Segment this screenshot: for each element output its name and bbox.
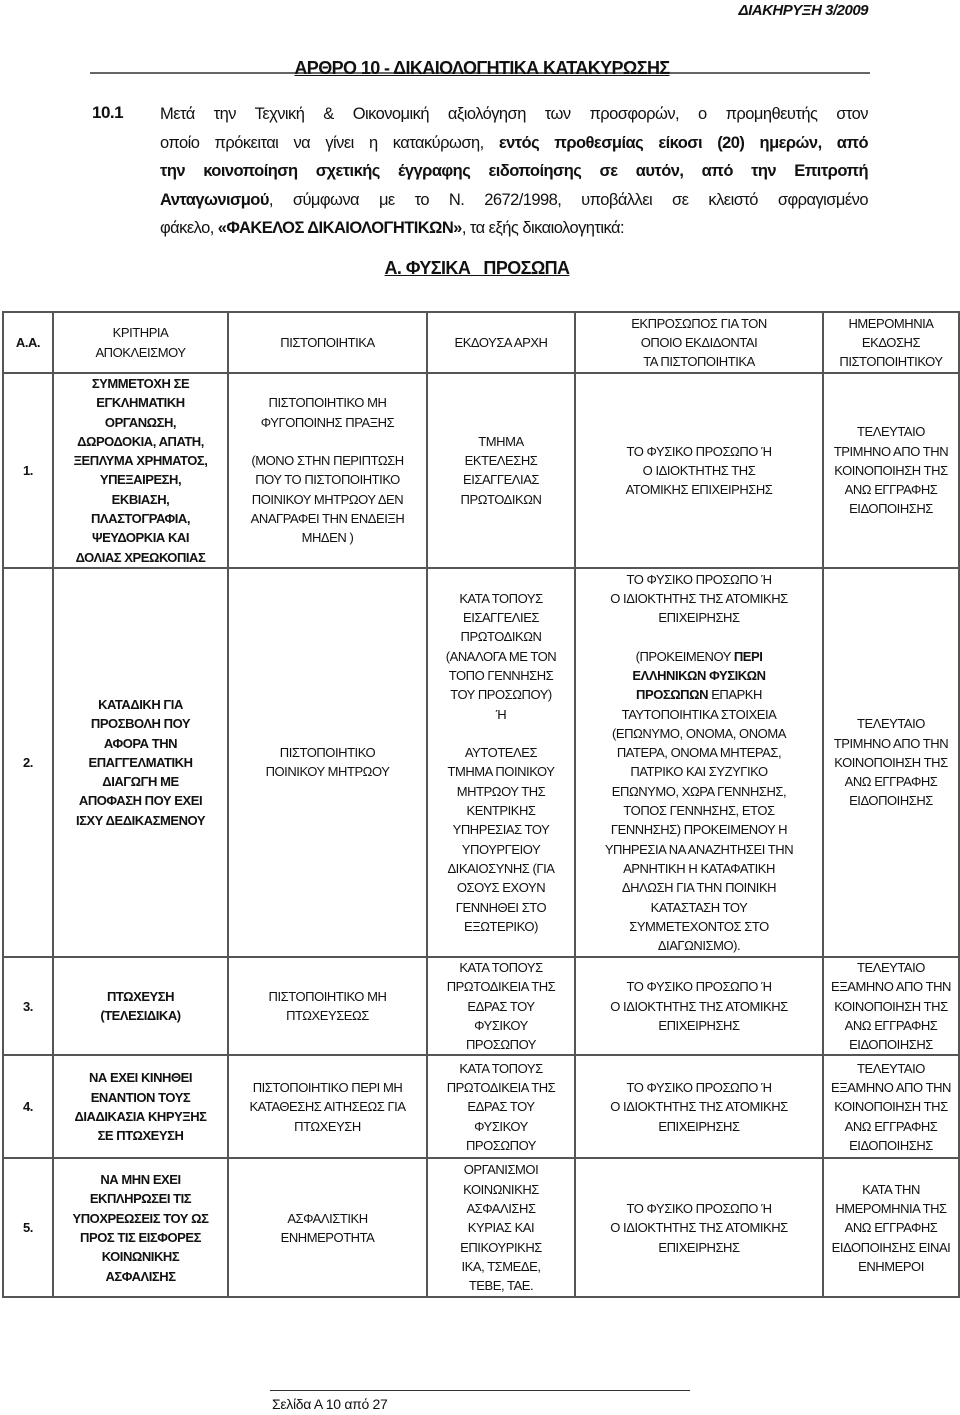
paragraph-segment: , σύμφωνα με το Ν. 2672/1998, υποβάλλει σε κλειστό σφραγισμένο (268, 190, 868, 209)
authority-cell: ΚΑΤΑ ΤΟΠΟΥΣ ΠΡΩΤΟΔΙΚΕΙΑ ΤΗΣ ΕΔΡΑΣ ΤΟΥ ΦΥΣΙΚΟΥ ΠΡΟΣΩΠΟΥ (427, 957, 575, 1055)
representative-segment: ΤΟ ΦΥΣΙΚΟ ΠΡΟΣΩΠΟ Ή Ο ΙΔΙΟΚΤΗΤΗΣ ΤΗΣ ΑΤΟΜΙΚΗΣ ΕΠΙΧΕΙΡΗΣΗΣ (610, 1201, 788, 1255)
representative-segment: ΕΠΑΡΚΗ ΤΑΥΤΟΠΟΙΗΤΙΚΑ ΣΤΟΙΧΕΙΑ (ΕΠΩΝΥΜΟ, ΟΝΟΜΑ, ΟΝΟΜΑ ΠΑΤΕΡΑ, ΟΝΟΜΑ ΜΗΤΕΡΑΣ, ΠΑΤΡΙΚΟ ΚΑΙ ΣΥΖΥΓΙΚΟ ΕΠΩΝΥΜΟ, ΧΩΡΑ ΓΕΝΝΗΣΗΣ, ΤΟΠΟΣ ΓΕΝΝΗΣΗΣ, ΕΤΟΣ ΓΕΝΝΗΣΗΣ) ΠΡΟΚΕΙΜΕΝΟΥ Η ΥΠΗΡΕΣΙΑ ΝΑ ΑΝΑΖΗΤΗΣΕΙ ΤΗΝ ΑΡΝΗΤΙΚΗ Η ΚΑΤΑΦΑΤΙΚΗ ΔΗΛΩΣΗ ΓΙΑ ΤΗΝ ΠΟΙΝΙΚΗ ΚΑΤΑΣΤΑΣΗ ΤΟΥ ΣΥΜΜΕΤΕΧΟΝΤΟΣ ΣΤΟ ΔΙΑΓΩΝΙΣΜΟ). (604, 687, 794, 954)
row-number: 4. (3, 1055, 53, 1158)
table-row (3, 1055, 959, 1158)
representative-cell (575, 1158, 823, 1297)
representative-cell (575, 957, 823, 1055)
header-representative: ΕΚΠΡΟΣΩΠΟΣ ΓΙΑ ΤΟΝ ΟΠΟΙΟ ΕΚΔΙΔΟΝΤΑΙ ΤΑ ΠΙΣΤΟΠΟΙΗΤΙΚΑ (575, 312, 823, 373)
representative-cell (575, 568, 823, 957)
certificates-cell: ΠΙΣΤΟΠΟΙΗΤΙΚΟ ΜΗ ΠΤΩΧΕΥΣΕΩΣ (228, 957, 427, 1055)
paragraph-segment: φάκελο, (160, 219, 218, 238)
section-title (0, 258, 960, 279)
criteria-cell: ΣΥΜΜΕΤΟΧΗ ΣΕ ΕΓΚΛΗΜΑΤΙΚΗ ΟΡΓΑΝΩΣΗ, ΔΩΡΟΔΟΚΙΑ, ΑΠΑΤΗ, ΞΕΠΛΥΜΑ ΧΡΗΜΑΤΟΣ, ΥΠΕΞΑΙΡΕΣΗ, ΕΚΒΙΑΣΗ, ΠΛΑΣΤΟΓΡΑΦΙΑ, ΨΕΥΔΟΡΚΙΑ ΚΑΙ ΔΟΛΙΑΣ ΧΡΕΩΚΟΠΙΑΣ (53, 373, 228, 568)
issue-date-cell: ΚΑΤΑ ΤΗΝ ΗΜΕΡΟΜΗΝΙΑ ΤΗΣ ΑΝΩ ΕΓΓΡΑΦΗΣ ΕΙΔΟΠΟΙΗΣΗΣ ΕΙΝΑΙ ΕΝΗΜΕΡΟΙ (823, 1158, 959, 1297)
paragraph-segment: Μετά την Τεχνική & Οικονομική αξιολόγηση των προσφορών, ο προμηθευτής στον (160, 105, 868, 123)
representative-segment: ΤΟ ΦΥΣΙΚΟ ΠΡΟΣΩΠΟ Ή Ο ΙΔΙΟΚΤΗΤΗΣ ΤΗΣ ΑΤΟΜΙΚΗΣ ΕΠΙΧΕΙΡΗΣΗΣ (610, 1080, 788, 1134)
issue-date-cell: ΤΕΛΕΥΤΑΙΟ ΤΡΙΜΗΝΟ ΑΠΟ ΤΗΝ ΚΟΙΝΟΠΟΙΗΣΗ ΤΗΣ ΑΝΩ ΕΓΓΡΑΦΗΣ ΕΙΔΟΠΟΙΗΣΗΣ (823, 373, 959, 568)
representative-cell (575, 373, 823, 568)
issue-date-cell: ΤΕΛΕΥΤΑΙΟ ΕΞΑΜΗΝΟ ΑΠΟ ΤΗΝ ΚΟΙΝΟΠΟΙΗΣΗ ΤΗΣ ΑΝΩ ΕΓΓΡΑΦΗΣ ΕΙΔΟΠΟΙΗΣΗΣ (823, 1055, 959, 1158)
certificates-cell: ΠΙΣΤΟΠΟΙΗΤΙΚΟ ΜΗ ΦΥΓΟΠΟΙΝΗΣ ΠΡΑΞΗΣ (ΜΟΝΟ ΣΤΗΝ ΠΕΡΙΠΤΩΣΗ ΠΟΥ ΤΟ ΠΙΣΤΟΠΟΙΗΤΙΚΟ ΠΟΙΝΙΚΟΥ ΜΗΤΡΩΟΥ ΔΕΝ ΑΝΑΓΡΑΦΕΙ ΤΗΝ ΕΝΔΕΙΞΗ ΜΗΔΕΝ ) (228, 373, 427, 568)
article-title-text: ΑΡΘΡΟ 10 - ΔΙΚΑΙΟΛΟΓΗΤΙΚΑ ΚΑΤΑΚΥΡΩΣΗΣ (294, 58, 670, 78)
criteria-cell: ΝΑ ΜΗΝ ΕΧΕΙ ΕΚΠΛΗΡΩΣΕΙ ΤΙΣ ΥΠΟΧΡΕΩΣΕΙΣ ΤΟΥ ΩΣ ΠΡΟΣ ΤΙΣ ΕΙΣΦΟΡΕΣ ΚΟΙΝΩΝΙΚΗΣ ΑΣΦΑΛΙΣΗΣ (53, 1158, 228, 1297)
table-header-row (3, 312, 959, 373)
paragraph-line (160, 102, 868, 131)
header-criteria: ΚΡΙΤΗΡΙΑ ΑΠΟΚΛΕΙΣΜΟΥ (53, 312, 228, 373)
article-title (0, 58, 960, 79)
paragraph-segment: εντός προθεσμίας είκοσι (20) ημερών, από (498, 133, 868, 152)
page-number: Σελίδα Α 10 από 27 (272, 1396, 388, 1412)
representative-cell (575, 1055, 823, 1158)
authority-cell: ΚΑΤΑ ΤΟΠΟΥΣ ΠΡΩΤΟΔΙΚΕΙΑ ΤΗΣ ΕΔΡΑΣ ΤΟΥ ΦΥΣΙΚΟΥ ΠΡΟΣΩΠΟΥ (427, 1055, 575, 1158)
paragraph-body (160, 102, 868, 245)
table-row (3, 568, 959, 957)
row-number: 1. (3, 373, 53, 568)
certificates-cell: ΑΣΦΑΛΙΣΤΙΚΗ ΕΝΗΜΕΡΟΤΗΤΑ (228, 1158, 427, 1297)
footer-divider (270, 1390, 690, 1391)
representative-segment: ΤΟ ΦΥΣΙΚΟ ΠΡΟΣΩΠΟ Ή Ο ΙΔΙΟΚΤΗΤΗΣ ΤΗΣ ΑΤΟΜΙΚΗΣ ΕΠΙΧΕΙΡΗΣΗΣ (ΠΡΟΚΕΙΜΕΝΟΥ (610, 571, 788, 664)
certificates-cell: ΠΙΣΤΟΠΟΙΗΤΙΚΟ ΠΟΙΝΙΚΟΥ ΜΗΤΡΩΟΥ (228, 568, 427, 957)
section-title-text: Α. ΦΥΣΙΚΑ ΠΡΟΣΩΠΑ (384, 258, 570, 278)
paragraph-line (160, 216, 868, 245)
paragraph-segment: Ανταγωνισμού (160, 190, 269, 209)
paragraph-line (160, 188, 868, 217)
header-certificates: ΠΙΣΤΟΠΟΙΗΤΙΚΑ (228, 312, 427, 373)
header-authority: ΕΚΔΟΥΣΑ ΑΡΧΗ (427, 312, 575, 373)
paragraph-segment: , τα εξής δικαιολογητικά: (461, 219, 625, 238)
paragraph-number: 10.1 (92, 103, 124, 122)
table-row (3, 957, 959, 1055)
header-aa: Α.Α. (3, 312, 53, 373)
document-reference: ΔΙΑΚΗΡΥΞΗ 3/2009 (738, 2, 868, 19)
documents-table (2, 311, 960, 1298)
representative-segment: ΤΟ ΦΥΣΙΚΟ ΠΡΟΣΩΠΟ Ή Ο ΙΔΙΟΚΤΗΤΗΣ ΤΗΣ ΑΤΟΜΙΚΗΣ ΕΠΙΧΕΙΡΗΣΗΣ (625, 443, 773, 498)
representative-segment: ΠΕΡΙ ΕΛΛΗΝΙΚΩΝ ΦΥΣΙΚΩΝ ΠΡΟΣΩΠΩΝ (632, 648, 766, 703)
authority-cell: ΤΜΗΜΑ ΕΚΤΕΛΕΣΗΣ ΕΙΣΑΓΓΕΛΙΑΣ ΠΡΩΤΟΔΙΚΩΝ (427, 373, 575, 568)
row-number: 3. (3, 957, 53, 1055)
criteria-cell: ΚΑΤΑΔΙΚΗ ΓΙΑ ΠΡΟΣΒΟΛΗ ΠΟΥ ΑΦΟΡΑ ΤΗΝ ΕΠΑΓΓΕΛΜΑΤΙΚΗ ΔΙΑΓΩΓΗ ΜΕ ΑΠΟΦΑΣΗ ΠΟΥ ΕΧΕΙ ΙΣΧΥ ΔΕΔΙΚΑΣΜΕΝΟΥ (53, 568, 228, 957)
authority-cell: ΚΑΤΑ ΤΟΠΟΥΣ ΕΙΣΑΓΓΕΛΙΕΣ ΠΡΩΤΟΔΙΚΩΝ (ΑΝΑΛΟΓΑ ΜΕ ΤΟΝ ΤΟΠΟ ΓΕΝΝΗΣΗΣ ΤΟΥ ΠΡΟΣΩΠΟΥ) Ή ΑΥΤΟΤΕΛΕΣ ΤΜΗΜΑ ΠΟΙΝΙΚΟΥ ΜΗΤΡΩΟΥ ΤΗΣ ΚΕΝΤΡΙΚΗΣ ΥΠΗΡΕΣΙΑΣ ΤΟΥ ΥΠΟΥΡΓΕΙΟΥ ΔΙΚΑΙΟΣΥΝΗΣ (ΓΙΑ ΟΣΟΥΣ ΕΧΟΥΝ ΓΕΝΝΗΘΕΙ ΣΤΟ ΕΞΩΤΕΡΙΚΟ) (427, 568, 575, 957)
representative-segment: ΤΟ ΦΥΣΙΚΟ ΠΡΟΣΩΠΟ Ή Ο ΙΔΙΟΚΤΗΤΗΣ ΤΗΣ ΑΤΟΜΙΚΗΣ ΕΠΙΧΕΙΡΗΣΗΣ (610, 979, 788, 1033)
table-row (3, 373, 959, 568)
criteria-cell: ΠΤΩΧΕΥΣΗ (ΤΕΛΕΣΙΔΙΚΑ) (53, 957, 228, 1055)
paragraph-line (160, 159, 868, 188)
paragraph-segment: την κοινοποίηση σχετικής έγγραφης ειδοποίησης σε αυτόν, από την Επιτροπή (160, 162, 868, 181)
table-row (3, 1158, 959, 1297)
paragraph-line (160, 131, 868, 160)
row-number: 2. (3, 568, 53, 957)
row-number: 5. (3, 1158, 53, 1297)
paragraph-segment: οποίο πρόκειται να γίνει η κατακύρωση, (160, 133, 499, 152)
certificates-cell: ΠΙΣΤΟΠΟΙΗΤΙΚΟ ΠΕΡΙ ΜΗ ΚΑΤΑΘΕΣΗΣ ΑΙΤΗΣΕΩΣ ΓΙΑ ΠΤΩΧΕΥΣΗ (228, 1055, 427, 1158)
paragraph-segment: «ΦΑΚΕΛΟΣ ΔΙΚΑΙΟΛΟΓΗΤΙΚΩΝ» (217, 219, 462, 238)
criteria-cell: ΝΑ ΕΧΕΙ ΚΙΝΗΘΕΙ ΕΝΑΝΤΙΟΝ ΤΟΥΣ ΔΙΑΔΙΚΑΣΙΑ ΚΗΡΥΞΗΣ ΣΕ ΠΤΩΧΕΥΣΗ (53, 1055, 228, 1158)
issue-date-cell: ΤΕΛΕΥΤΑΙΟ ΤΡΙΜΗΝΟ ΑΠΟ ΤΗΝ ΚΟΙΝΟΠΟΙΗΣΗ ΤΗΣ ΑΝΩ ΕΓΓΡΑΦΗΣ ΕΙΔΟΠΟΙΗΣΗΣ (823, 568, 959, 957)
authority-cell: ΟΡΓΑΝΙΣΜΟΙ ΚΟΙΝΩΝΙΚΗΣ ΑΣΦΑΛΙΣΗΣ ΚΥΡΙΑΣ ΚΑΙ ΕΠΙΚΟΥΡΙΚΗΣ ΙΚΑ, ΤΣΜΕΔΕ, ΤΕΒΕ, ΤΑΕ. (427, 1158, 575, 1297)
issue-date-cell: ΤΕΛΕΥΤΑΙΟ ΕΞΑΜΗΝΟ ΑΠΟ ΤΗΝ ΚΟΙΝΟΠΟΙΗΣΗ ΤΗΣ ΑΝΩ ΕΓΓΡΑΦΗΣ ΕΙΔΟΠΟΙΗΣΗΣ (823, 957, 959, 1055)
header-date: ΗΜΕΡΟΜΗΝΙΑ ΕΚΔΟΣΗΣ ΠΙΣΤΟΠΟΙΗΤΙΚΟΥ (823, 312, 959, 373)
